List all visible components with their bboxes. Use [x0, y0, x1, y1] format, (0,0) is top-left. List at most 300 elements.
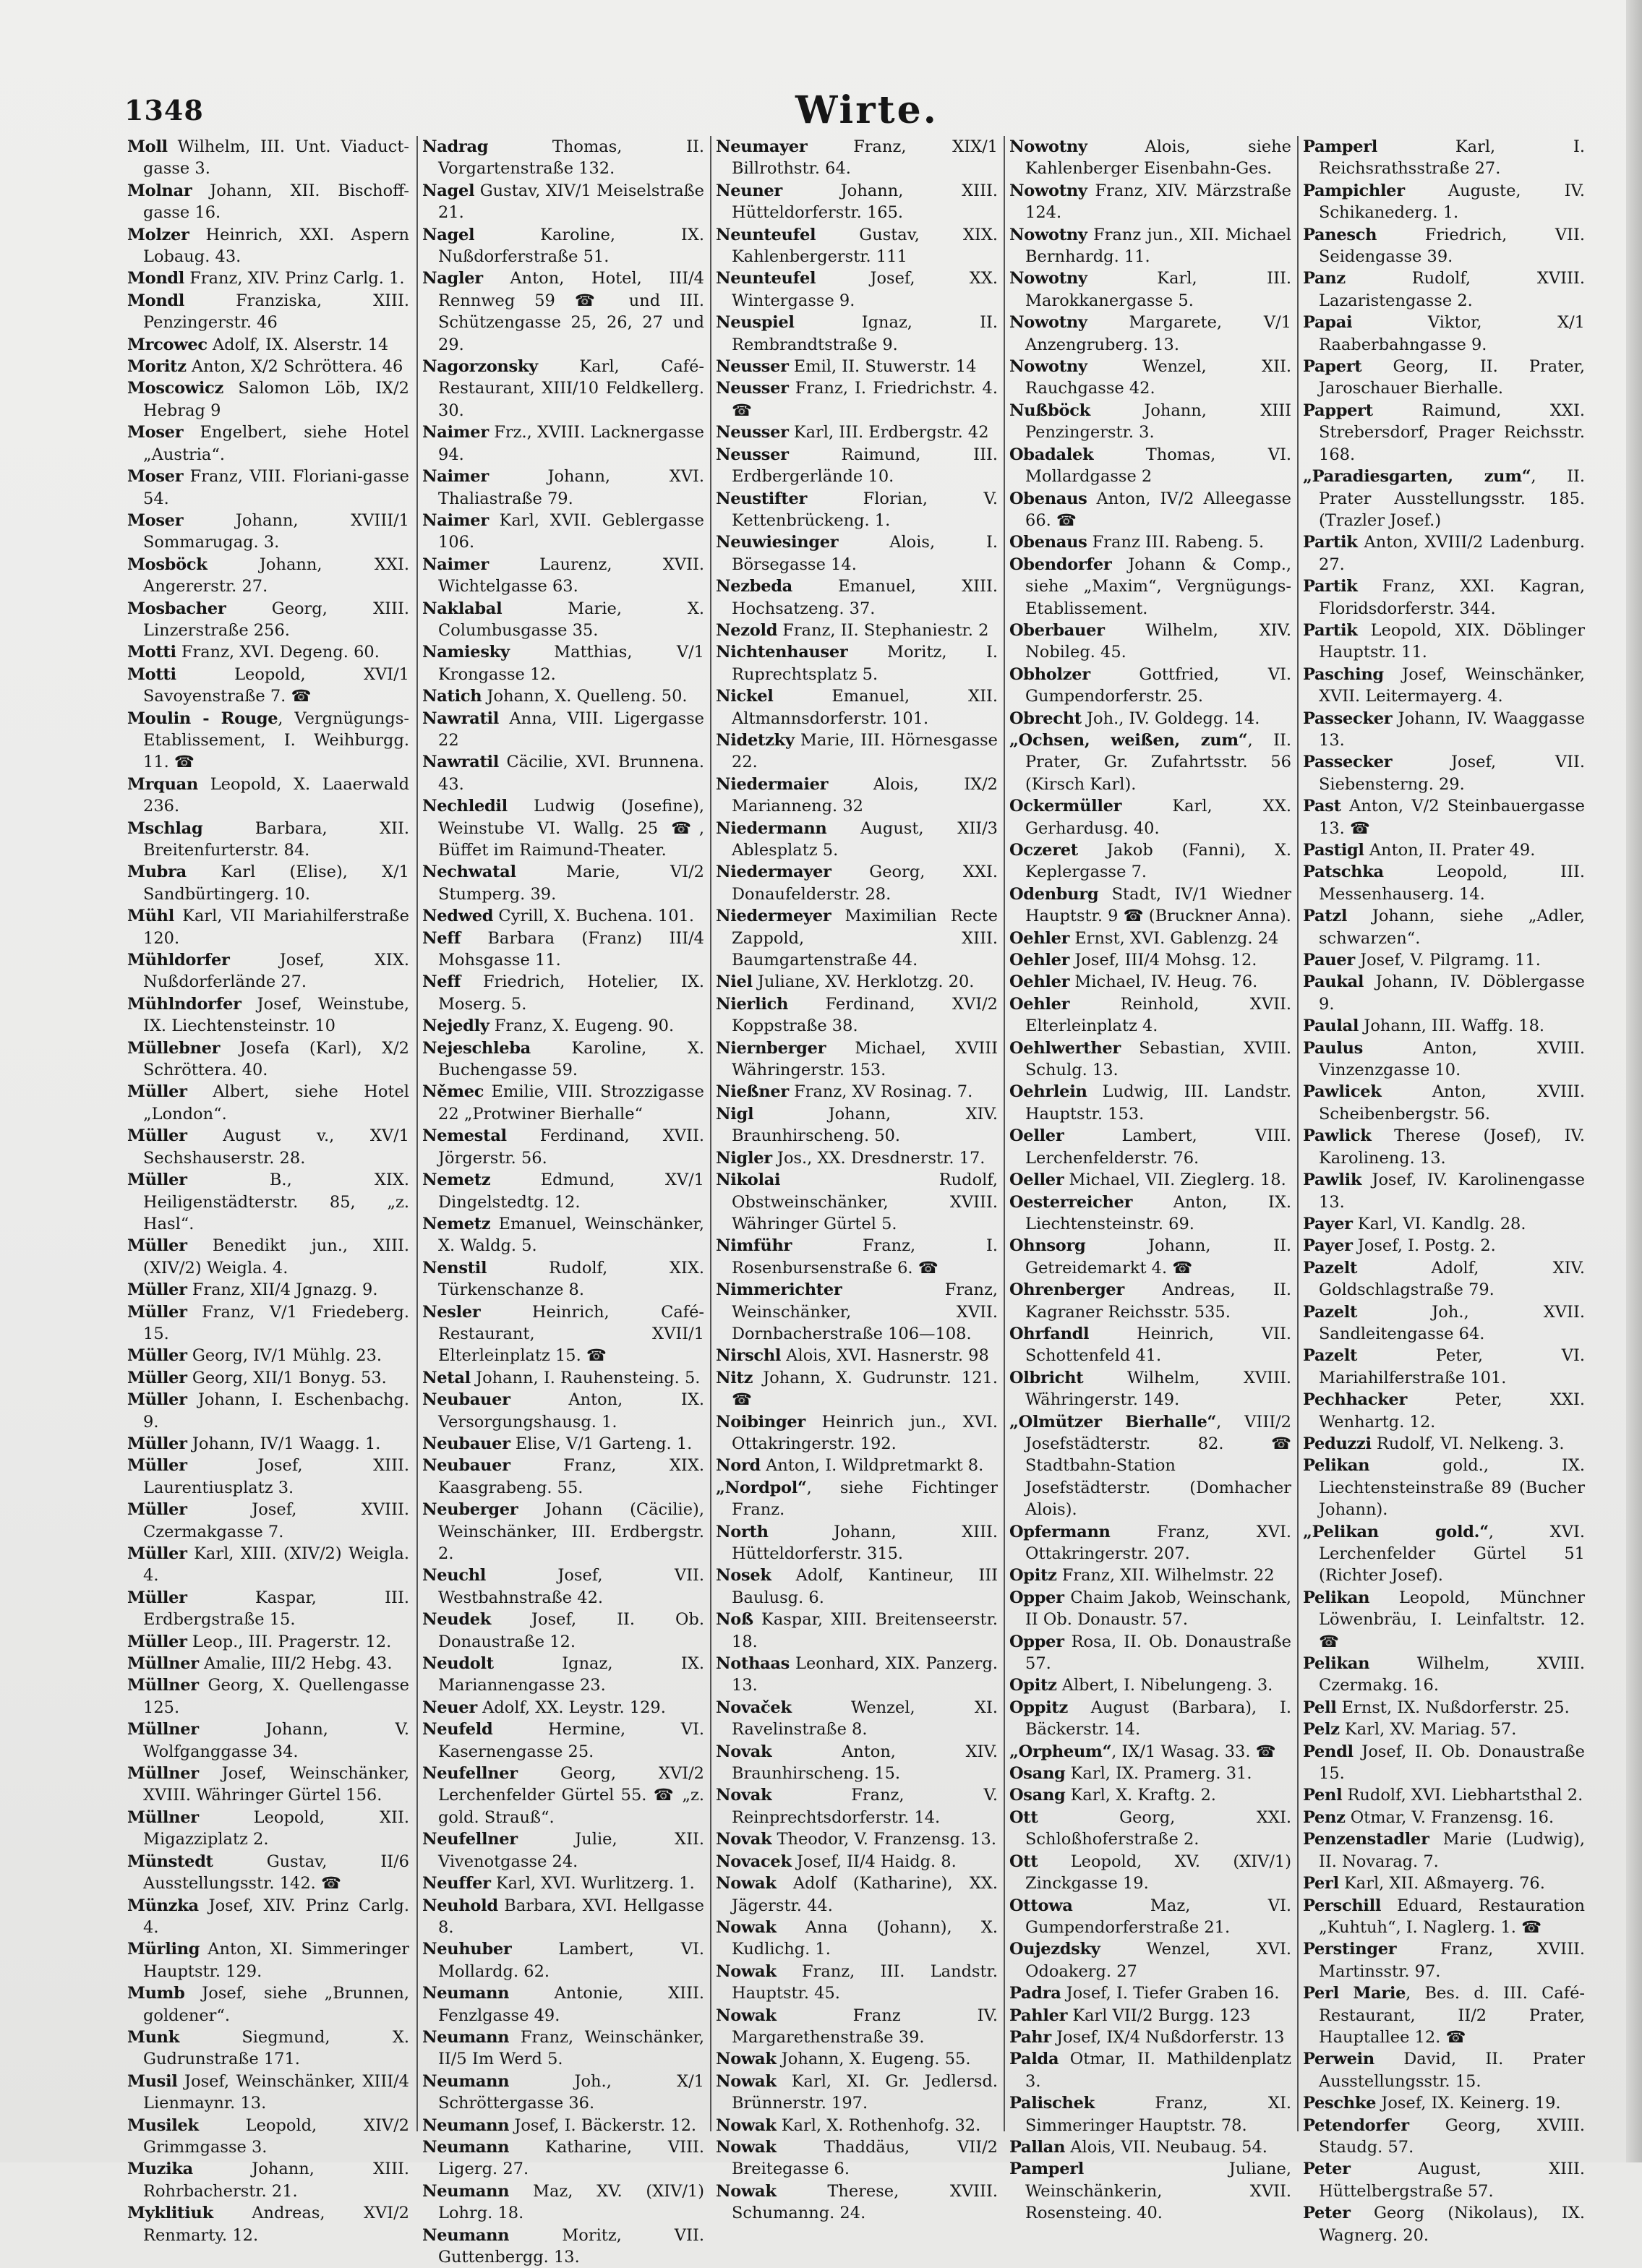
entry-details: Engelbert, siehe Hotel „Austria“. [143, 423, 409, 464]
entry-name: Pampichler [1303, 181, 1405, 200]
entry-name: Ottowa [1009, 1896, 1073, 1915]
directory-entry [127, 1587, 409, 1631]
entry-name: Paukal [1303, 972, 1364, 992]
entry-name: Müller [127, 1588, 187, 1607]
directory-entry [422, 1169, 704, 1213]
entry-name: Oehler [1009, 928, 1070, 948]
entry-details: Raimund, III. Erdbergerlände 10. [732, 445, 998, 487]
entry-name: Müllner [127, 1720, 199, 1739]
entry-details: Rudolf, XVI. Liebhartsthal 2. [1342, 1786, 1583, 1805]
entry-name: Neubauer [422, 1434, 510, 1453]
entry-name: Musil [127, 2071, 178, 2091]
directory-entry [1009, 488, 1291, 532]
directory-entry [716, 268, 998, 312]
directory-entry [127, 1235, 409, 1279]
directory-entry [1303, 1719, 1585, 1740]
entry-details: Theodor, V. Franzensg. 13. [771, 1830, 996, 1849]
directory-entry [127, 1367, 409, 1389]
entry-name: Munk [127, 2027, 180, 2047]
entry-details: Elise, V/1 Garteng. 1. [510, 1434, 693, 1453]
entry-details: Stadt, IV/1 Wiedner Hauptstr. 9 ☎ (Bruckner Anna). [1025, 884, 1291, 926]
entry-name: Oesterreicher [1009, 1192, 1133, 1212]
entry-details: Wenzel, XII. Rauchgasse 42. [1025, 357, 1291, 398]
entry-name: Mühldorfer [127, 951, 230, 970]
entry-details: Leop., III. Pragerstr. 12. [187, 1632, 392, 1651]
entry-details: Leopold, XV. (XIV/1) Zinckgasse 19. [1025, 1852, 1291, 1893]
directory-entry [422, 1301, 704, 1367]
entry-name: Molzer [127, 225, 189, 244]
entry-name: Mosböck [127, 555, 208, 574]
entry-details: Karl, XII. Aßmayerg. 76. [1338, 1874, 1545, 1893]
entry-details: , Bes. d. III. Café-Restaurant, II/2 Prater, Hauptallee 12. ☎ [1319, 1984, 1585, 2047]
entry-name: Novak [716, 1786, 772, 1805]
directory-entry [1303, 1982, 1585, 2048]
entry-details: Ferdinand, XVII. Jörgerstr. 56. [438, 1126, 704, 1168]
directory-entry [716, 1367, 998, 1411]
directory-entry [127, 1851, 409, 1895]
directory-entry [716, 1169, 998, 1235]
entry-details: Johann, V. Wolfganggasse 34. [143, 1720, 409, 1761]
entry-details: Josef, Weinschänker, XIII/4 Lienmaynr. 13. [143, 2071, 409, 2113]
directory-entry [1303, 1125, 1585, 1169]
directory-entry [1009, 971, 1291, 993]
directory-entry [716, 993, 998, 1037]
entry-name: Nadrag [422, 137, 489, 156]
directory-entry [1303, 268, 1585, 312]
entry-details: Anton, XVIII. Scheibenbergstr. 56. [1319, 1082, 1585, 1124]
entry-details: Gustav, XIX. Kahlenbergerstr. 111 [732, 225, 998, 267]
entry-details: Georg, XXI. Donaufelderstr. 28. [732, 863, 998, 904]
entry-name: Neuner [716, 181, 782, 200]
directory-entry [1303, 861, 1585, 905]
directory-entry [716, 1873, 998, 1917]
directory-entry [1009, 2136, 1291, 2158]
entry-name: Müller [127, 1544, 187, 1563]
entry-details: Joh., XVII. Sandleitengasse 64. [1319, 1302, 1585, 1343]
directory-entry [127, 1037, 409, 1082]
entry-name: Palischek [1009, 2094, 1095, 2113]
directory-entry [127, 1807, 409, 1851]
entry-details: Andreas, II. Kagraner Reichsstr. 535. [1025, 1280, 1291, 1322]
entry-details: Ludwig (Josefine), Weinstube VI. Wallg. 25 ☎, Büffet im Raimund-Theater. [438, 797, 704, 860]
directory-entry [127, 641, 409, 663]
entry-details: Otmar, II. Mathildenplatz 3. [1025, 2050, 1291, 2091]
directory-entry [422, 1015, 704, 1037]
entry-details: Maximilian Recte Zappold, XIII. Baumgartenstraße 44. [732, 907, 998, 970]
directory-entry [127, 1345, 409, 1366]
entry-name: Neufeld [422, 1720, 493, 1739]
entry-name: Mosbacher [127, 599, 226, 618]
entry-name: Namiesky [422, 643, 510, 662]
entry-details: Franz, XV Rosinag. 7. [788, 1082, 973, 1102]
entry-name: Nemetz [422, 1214, 491, 1233]
entry-name: Nezold [716, 620, 778, 640]
entry-details: Matthias, V/1 Krongasse 12. [438, 643, 704, 684]
directory-entry [422, 971, 704, 1015]
entry-details: Leonhard, XIX. Panzerg. 13. [732, 1654, 998, 1695]
entry-name: Nawratil [422, 753, 500, 772]
entry-name: Patzl [1303, 907, 1348, 926]
entry-details: August, XIII. Hüttelbergstraße 57. [1319, 2160, 1585, 2201]
entry-details: Karl, XV. Mariag. 57. [1339, 1720, 1517, 1739]
entry-name: Peduzzi [1303, 1434, 1372, 1453]
entry-details: Johann, I. Eschenbachg. 9. [143, 1390, 409, 1432]
directory-entry [1009, 136, 1291, 180]
entry-name: Neff [422, 972, 461, 992]
entry-name: Neuhold [422, 1896, 498, 1915]
entry-name: Naimer [422, 510, 489, 530]
entry-details: Leopold, III. Messenhauserg. 14. [1319, 863, 1585, 904]
entry-details: Karl, XVI. Wurlitzerg. 1. [490, 1874, 695, 1893]
entry-name: Pappert [1303, 401, 1373, 420]
directory-entry [422, 861, 704, 905]
entry-details: Juliane, XV. Herklotzg. 20. [752, 972, 975, 992]
directory-entry [716, 2071, 998, 2115]
entry-name: Opitz [1009, 1566, 1057, 1586]
entry-details: Rudolf, VI. Nelkeng. 3. [1371, 1434, 1565, 1453]
entry-name: Payer [1303, 1236, 1353, 1256]
entry-name: Nierlich [716, 994, 789, 1014]
entry-details: Albert, siehe Hotel „London“. [143, 1082, 409, 1124]
directory-entry [1303, 949, 1585, 971]
entry-details: Franz III. Rabeng. 5. [1087, 533, 1265, 552]
directory-entry [716, 2181, 998, 2225]
entry-name: Nußböck [1009, 401, 1090, 420]
entry-name: Odenburg [1009, 884, 1099, 904]
entry-details: Eduard, Restauration „Kuhtuh“, I. Naglerg. 1. ☎ [1319, 1896, 1585, 1937]
entry-name: Nichtenhauser [716, 643, 848, 662]
directory-entry [127, 1081, 409, 1125]
directory-entry [127, 510, 409, 554]
directory-entry [127, 2115, 409, 2159]
entry-details: Heinrich, VII. Schottenfeld 41. [1025, 1324, 1291, 1366]
entry-details: Marie, III. Hörnesgasse 22. [732, 730, 998, 772]
directory-entry [127, 554, 409, 598]
directory-entry [1009, 1191, 1291, 1236]
entry-details: Franz, XIX/1 Billrothstr. 64. [732, 137, 998, 179]
entry-name: Nejedly [422, 1017, 489, 1036]
directory-entry [1303, 1213, 1585, 1235]
entry-name: Nowak [716, 2181, 777, 2201]
entry-name: Obenaus [1009, 489, 1087, 508]
entry-name: Müller [127, 1390, 187, 1410]
directory-entry [127, 1433, 409, 1455]
directory-entry [716, 1565, 998, 1609]
entry-name: Naklabal [422, 599, 503, 618]
entry-name: Moll [127, 137, 168, 156]
entry-name: Pamperl [1009, 2160, 1085, 2179]
directory-entry [1009, 1982, 1291, 2004]
entry-name: Pawlik [1303, 1171, 1362, 1190]
entry-name: Neuchl [422, 1566, 487, 1586]
directory-entry [127, 421, 409, 466]
directory-entry [422, 795, 704, 861]
entry-name: Niedermeyer [716, 907, 831, 926]
entry-name: Opitz [1009, 1676, 1057, 1695]
entry-name: Pazelt [1303, 1258, 1358, 1278]
entry-name: Papai [1303, 313, 1353, 333]
directory-entry [422, 1499, 704, 1565]
directory-entry [1303, 751, 1585, 795]
directory-entry [1009, 1763, 1291, 1784]
entry-details: Johann, XVI. Thaliastraße 79. [438, 467, 704, 508]
entry-name: Oujezdsky [1009, 1940, 1100, 1959]
directory-entry [716, 444, 998, 488]
entry-name: Oczeret [1009, 841, 1078, 860]
entry-details: Josef, XIV. Prinz Carlg. 4. [143, 1896, 409, 1937]
entry-name: Mühlndorfer [127, 994, 241, 1014]
directory-entry [422, 1938, 704, 1982]
directory-entry [127, 1455, 409, 1499]
entry-name: Nowak [716, 2050, 777, 2069]
entry-details: Josef, I. Bäckerstr. 12. [509, 2115, 697, 2135]
entry-name: Netal [422, 1368, 471, 1387]
directory-entry [1303, 224, 1585, 268]
directory-entry [1009, 1697, 1291, 1741]
directory-entry [1303, 1455, 1585, 1520]
directory-entry [716, 377, 998, 421]
entry-details: Rudolf, Obstweinschänker, XVIII. Währinger Gürtel 5. [732, 1171, 998, 1233]
directory-entry [422, 421, 704, 466]
directory-entry [127, 664, 409, 708]
directory-entry [1303, 466, 1585, 531]
entry-name: Pallan [1009, 2137, 1066, 2157]
entry-details: Karl, IX. Pramerg. 31. [1065, 1764, 1252, 1784]
entry-details: Michael, XVIII Währingerstr. 153. [732, 1038, 998, 1080]
directory-entry [716, 1917, 998, 1961]
entry-details: Anton, IV/2 Alleegasse 66. ☎ [1025, 489, 1291, 530]
entry-details: Peter, XXI. Wenhartg. 12. [1319, 1390, 1585, 1432]
entry-details: Anton, XI. Simmeringer Hauptstr. 129. [143, 1940, 409, 1981]
entry-name: Nowotny [1009, 137, 1087, 156]
entry-name: Moser [127, 510, 184, 530]
entry-details: Adolf, XX. Leystr. 129. [476, 1698, 666, 1717]
entry-name: Pahler [1009, 2006, 1068, 2025]
directory-entry [1303, 1037, 1585, 1082]
entry-name: Moser [127, 467, 184, 487]
entry-name: Pazelt [1303, 1302, 1358, 1322]
directory-entry [422, 1873, 704, 1894]
entry-name: Nejeschleba [422, 1038, 531, 1058]
entry-details: Moritz, VII. Guttenbergg. 13. [438, 2225, 704, 2267]
entry-name: Moulin - Rouge [127, 709, 278, 728]
entry-name: Nimführ [716, 1236, 792, 1256]
directory-entry [422, 2181, 704, 2225]
entry-name: Neusser [716, 445, 789, 464]
entry-name: Muzika [127, 2160, 193, 2179]
directory-entry [1009, 268, 1291, 312]
entry-details: Johann & Comp., siehe „Maxim“, Vergnügungs-Etablissement. [1025, 555, 1291, 618]
entry-name: Neumann [422, 2181, 510, 2201]
directory-entry [127, 1543, 409, 1587]
directory-entry [422, 1433, 704, 1455]
directory-entry [716, 1235, 998, 1279]
entry-details: Wenzel, XI. Ravelinstraße 8. [732, 1698, 998, 1739]
directory-entry [1009, 664, 1291, 708]
directory-entry [1009, 2005, 1291, 2027]
directory-entry [1009, 949, 1291, 971]
entry-name: Noibinger [716, 1412, 805, 1432]
entry-details: Johann, X. Eugeng. 55. [776, 2050, 971, 2069]
directory-entry [422, 1081, 704, 1125]
entry-details: Franz, XI. Simmeringer Hauptstr. 78. [1025, 2094, 1291, 2135]
entry-name: Neustifter [716, 489, 808, 508]
entry-details: Antonie, XIII. Fenzlgasse 49. [438, 1984, 704, 2025]
directory-entry [716, 641, 998, 685]
directory-entry [127, 377, 409, 421]
entry-details: Franz, XIV. Märzstraße 124. [1025, 181, 1291, 223]
entry-name: Penzenstadler [1303, 1830, 1429, 1849]
directory-entry [716, 685, 998, 729]
entry-details: Andreas, XVI/2 Renmarty. 12. [143, 2204, 409, 2245]
entry-name: Noß [716, 1610, 753, 1630]
entry-details: Josef, Weinstube, IX. Liechtensteinstr. 10 [143, 994, 409, 1036]
directory-entry [1303, 1257, 1585, 1301]
entry-name: Nagorzonsky [422, 357, 538, 377]
entry-details: Kaspar, III. Erdbergstraße 15. [143, 1588, 409, 1630]
entry-details: Josef, II/4 Haidg. 8. [791, 1852, 957, 1871]
directory-entry [1009, 356, 1291, 400]
directory-entry [127, 1499, 409, 1543]
directory-entry [1009, 531, 1291, 553]
entry-details: Laurenz, XVII. Wichtelgasse 63. [438, 555, 704, 596]
entry-name: Novak [716, 1742, 772, 1761]
entry-details: Albert, I. Nibelungeng. 3. [1056, 1676, 1273, 1695]
entry-details: Josef, XVIII. Czermakgasse 7. [143, 1500, 409, 1541]
entry-name: Nowak [716, 1961, 777, 1981]
entry-name: Nießner [716, 1082, 789, 1102]
entry-details: Johann, I. Rauhensteing. 5. [470, 1368, 701, 1387]
directory-entry [716, 2005, 998, 2049]
directory-entry [716, 1521, 998, 1565]
entry-details: Franz jun., XII. Michael Bernhardg. 11. [1025, 225, 1291, 267]
entry-name: Ohrfandl [1009, 1324, 1090, 1343]
directory-entry [1303, 1697, 1585, 1719]
directory-entry [127, 224, 409, 268]
entry-details: Leopold, XVI/1 Savoyenstraße 7. ☎ [143, 664, 409, 706]
entry-details: , II. Prater Ausstellungsstr. 185. (Trazler Josef.) [1319, 467, 1585, 530]
directory-entry [422, 2027, 704, 2071]
entry-name: Ockermüller [1009, 797, 1122, 816]
entry-details: Michael, VII. Zieglerg. 18. [1064, 1171, 1286, 1190]
entry-details: Franz, Weinschänker, XVII. Dornbacherstraße 106—108. [732, 1280, 998, 1343]
entry-name: Nenstil [422, 1258, 487, 1278]
entry-name: Neuffer [422, 1874, 491, 1893]
entry-name: Passecker [1303, 753, 1393, 772]
entry-name: Neuer [422, 1698, 477, 1717]
directory-entry [127, 774, 409, 818]
entry-name: Payer [1303, 1214, 1353, 1233]
entry-name: Mschlag [127, 818, 203, 838]
entry-details: Karl, VII Mariahilferstraße 120. [143, 907, 409, 948]
entry-name: Passecker [1303, 709, 1393, 728]
entry-details: Otmar, V. Franzensg. 16. [1345, 1807, 1555, 1827]
entry-name: Papert [1303, 357, 1362, 377]
directory-entry [422, 685, 704, 707]
entry-name: Oehrlein [1009, 1082, 1087, 1102]
directory-entry [1009, 1323, 1291, 1367]
entry-name: Neudolt [422, 1654, 494, 1674]
entry-name: Moser [127, 423, 184, 442]
entry-name: Mubra [127, 863, 187, 882]
entry-details: Anna, VIII. Ligergasse 22 [438, 709, 704, 750]
directory-entry [1009, 1367, 1291, 1411]
entry-name: Moritz [127, 357, 187, 377]
directory-entry [1009, 1411, 1291, 1521]
entry-details: Adolf, XIV. Goldschlagstraße 79. [1319, 1258, 1585, 1300]
directory-entry [127, 2158, 409, 2202]
entry-details: Karl VII/2 Burgg. 123 [1067, 2006, 1251, 2025]
directory-entry [716, 531, 998, 575]
entry-name: Pastigl [1303, 841, 1364, 860]
entry-details: Franz, XII. Wilhelmstr. 22 [1056, 1566, 1275, 1586]
directory-entry [1009, 1279, 1291, 1323]
entry-details: Sebastian, XVIII. Schulg. 13. [1025, 1038, 1291, 1080]
entry-details: Siegmund, X. Gudrunstraße 171. [143, 2027, 409, 2069]
entry-details: Anton, IX. Versorgungshausg. 1. [438, 1390, 704, 1432]
entry-details: Emanuel, XIII. Hochsatzeng. 37. [732, 577, 998, 618]
entry-details: Hermine, VI. Kasernengasse 25. [438, 1720, 704, 1761]
directory-entry [716, 1741, 998, 1785]
entry-name: Oehler [1009, 994, 1070, 1014]
entry-name: Neff [422, 928, 461, 948]
entry-name: Ott [1009, 1852, 1038, 1871]
directory-entry [1009, 1741, 1291, 1763]
directory-entry [127, 334, 409, 356]
directory-entry [1009, 1895, 1291, 1939]
directory-entry [127, 1763, 409, 1807]
entry-details: Anton, XVIII. Vinzenzgasse 10. [1319, 1038, 1585, 1080]
entry-details: Ignaz, II. Rembrandtstraße 9. [732, 313, 998, 354]
directory-entry [1009, 1125, 1291, 1169]
entry-details: Georg, XXI. Schloßhoferstraße 2. [1025, 1807, 1291, 1849]
entry-name: Müller [127, 1302, 187, 1322]
entry-details: Josef, VII. Westbahnstraße 42. [438, 1566, 704, 1607]
entry-details: Leopold, Münchner Löwenbräu, I. Leinfaltstr. 12. ☎ [1319, 1588, 1585, 1651]
entry-name: Neusser [716, 423, 789, 442]
directory-entry [127, 905, 409, 949]
entry-name: Oehler [1009, 972, 1070, 992]
entry-details: Alois, VII. Neubaug. 54. [1065, 2137, 1267, 2157]
directory-entry [422, 1367, 704, 1389]
directory-entry [127, 136, 409, 180]
entry-name: Nowak [716, 2006, 777, 2025]
directory-entry [1303, 971, 1585, 1015]
entry-details: Karl, III. Marokkanergasse 5. [1025, 269, 1291, 310]
entry-details: Gottfried, VI. Gumpendorferstr. 25. [1025, 664, 1291, 706]
entry-details: Emilie, VIII. Strozzigasse 22 „Protwiner Bierhalle“ [438, 1082, 704, 1124]
directory-entry [1303, 1433, 1585, 1455]
entry-details: Karoline, IX. Nußdorferstraße 51. [438, 225, 704, 267]
directory-entry [716, 136, 998, 180]
directory-entry [1303, 400, 1585, 466]
entry-name: Naimer [422, 555, 489, 574]
entry-name: Obendorfer [1009, 555, 1112, 574]
directory-entry [422, 1982, 704, 2027]
entry-name: Neunteufel [716, 269, 816, 288]
entry-details: Johann, XIV. Braunhirscheng. 50. [732, 1104, 998, 1146]
entry-name: Peter [1303, 2204, 1351, 2223]
entry-details: Franz, V. Reinprechtsdorferstr. 14. [732, 1786, 998, 1827]
directory-entry [1303, 2115, 1585, 2159]
directory-entry [1009, 729, 1291, 795]
entry-name: Panz [1303, 269, 1346, 288]
entry-name: Nedwed [422, 907, 494, 926]
entry-details: Thomas, VI. Mollardgasse 2 [1025, 445, 1291, 487]
directory-entry [1009, 224, 1291, 268]
entry-details: Jakob (Fanni), X. Keplergasse 7. [1025, 841, 1291, 882]
entry-details: Georg, XVI/2 Lerchenfelder Gürtel 55. ☎ „z. gold. Strauß“. [438, 1764, 704, 1827]
